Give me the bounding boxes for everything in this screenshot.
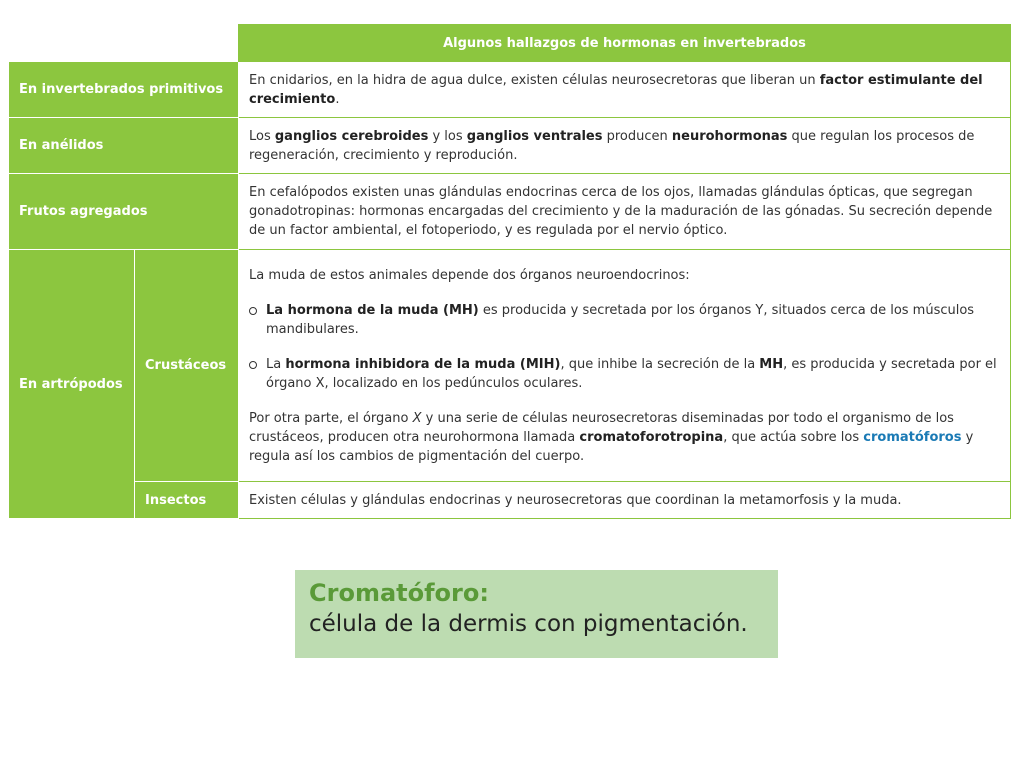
row-label: En invertebrados primitivos [9,62,239,118]
crustaceans-intro: La muda de estos animales depende dos órganos neuroendocrinos: [249,267,690,283]
bullet-mih: La hormona inhibidora de la muda (MIH), que inhibe la secreción de la MH, es producida y secretada por el órgano X, localizado en los pedúnculos oculares. [249,355,1000,393]
hormones-table [8,24,1011,519]
crustaceans-text [239,250,1011,482]
table-row [9,62,1011,118]
row-label: Frutos agregados [9,174,239,250]
cromatoforos-term: cromatóforos [863,429,962,445]
bullet-circle-icon [249,307,257,315]
table-row [9,118,1011,174]
definition-text: célula de la dermis con pigmentación. [309,611,748,637]
table-row [9,482,1011,519]
row-label: En anélidos [9,118,239,174]
row-label-crustaceans: Crustáceos [135,250,239,482]
row-label-insects: Insectos [135,482,239,519]
bullet-mh: La hormona de la muda (MH) es producida y secretada por los órganos Y, situados cerca de los músculos mandibulares. [249,301,1000,339]
crustaceans-closing: Por otra parte, el órgano X y una serie de células neurosecretoras diseminadas por todo el organismo de los crustáceos, producen otra neurohormona llamada cromatoforotropina, que actúa sobre los cromatóforos y regula así los cambios de pigmentación del cuerpo. [249,410,974,464]
row-text: Los ganglios cerebroides y los ganglios ventrales producen neurohormonas que regulan los procesos de regeneración, crecimiento y reprodución. [239,118,1011,174]
row-label-arthropods: En artrópodos [9,250,135,519]
definition-term: Cromatóforo: [309,579,489,607]
row-text: En cefalópodos existen unas glándulas endocrinas cerca de los ojos, llamadas glándulas ópticas, que segregan gonadotropinas: hormonas encargadas del crecimiento y de la maduración de las gónadas. Su secreción depende de un factor ambiental, el fotoperiodo, y es regulada por el nervio óptico. [239,174,1011,250]
corner-blank [9,25,239,62]
insects-text: Existen células y glándulas endocrinas y neurosecretoras que coordinan la metamorfosis y la muda. [239,482,1011,519]
table-row [9,250,1011,482]
row-text: En cnidarios, en la hidra de agua dulce, existen células neurosecretoras que liberan un factor estimulante del crecimiento. [239,62,1011,118]
definition-box [295,570,778,658]
table-title: Algunos hallazgos de hormonas en invertebrados [239,25,1011,62]
table-row [9,174,1011,250]
bullet-circle-icon [249,361,257,369]
